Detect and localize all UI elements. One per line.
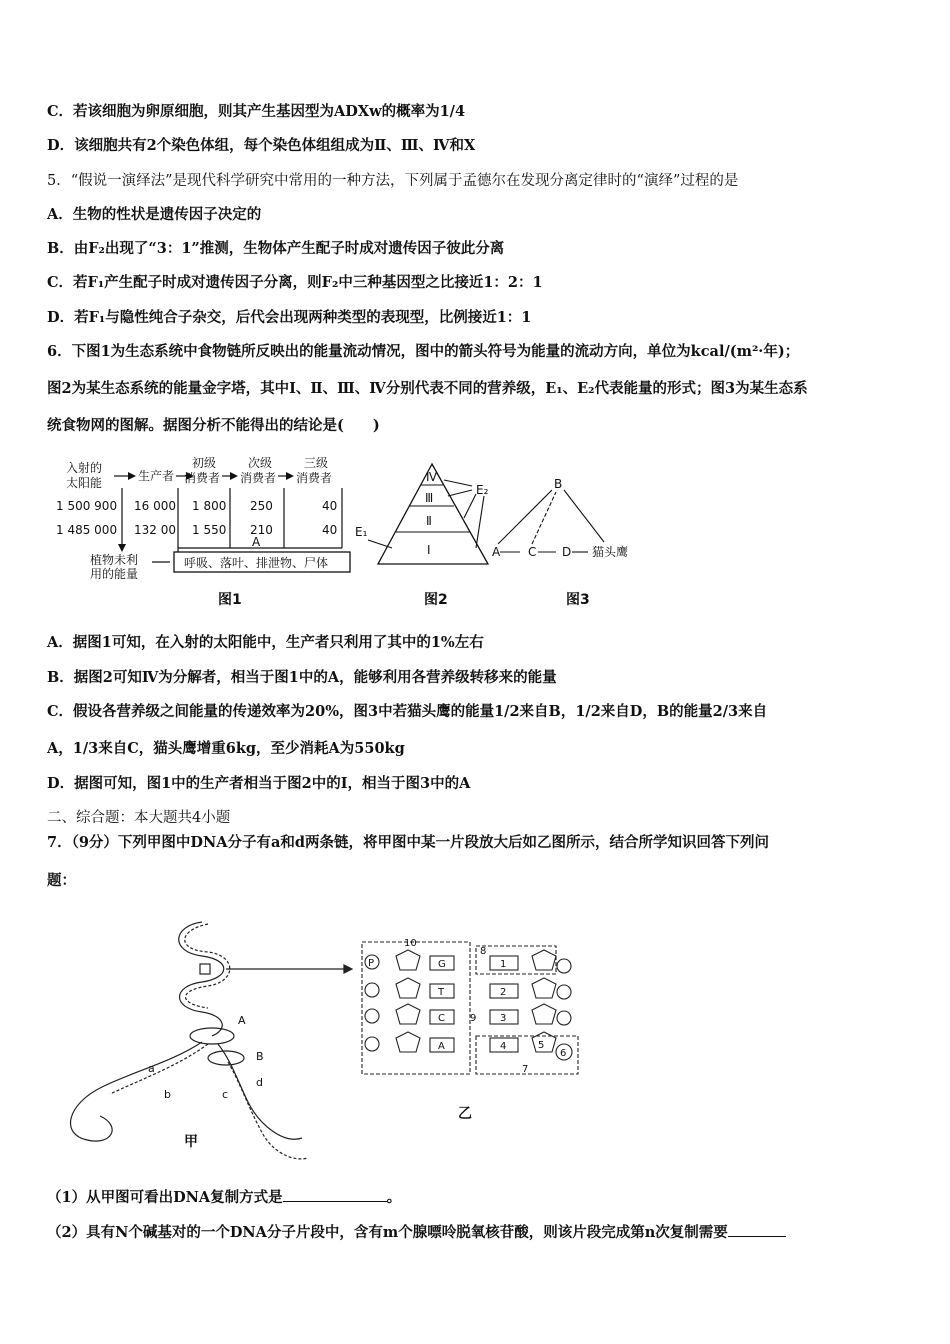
fig3-node-c: C (528, 545, 537, 559)
question-6-stem-3: 统食物网的图解。据图分析不能得出的结论是( ) (47, 417, 380, 434)
fig1-header-producer: 生产者 (138, 469, 175, 483)
fig3-node-b: B (554, 477, 563, 491)
yi-base-t: T (438, 987, 445, 998)
question-6-stem-2: 图2为某生态系统的能量金字塔，其中Ⅰ、Ⅱ、Ⅲ、Ⅳ分别代表不同的营养级，E₁、E₂代表能量的形式；图3为某生态系 (47, 380, 808, 397)
fig1-header-c2-2: 消费者 (240, 471, 277, 485)
yi-num-3: 3 (500, 1013, 507, 1024)
jia-caption: 甲 (184, 1134, 198, 1150)
fig3-caption: 图3 (566, 592, 590, 608)
fig1-r2-producer: 132 00 (134, 523, 176, 537)
option-6c-1: C．假设各营养级之间能量的传递效率为20%，图3中若猫头鹰的能量1/2来自B，1/2来自D，B的能量2/3来自 (47, 703, 768, 720)
fig3-node-owl: 猫头鹰 (592, 545, 629, 559)
yi-num-9: 9 (470, 1013, 477, 1024)
section-heading: 二、综合题：本大题共4小题 (47, 810, 231, 826)
fig1-box-label: 呼吸、落叶、排泄物、尸体 (184, 556, 329, 570)
fig2-e2: E₂ (476, 483, 489, 497)
fig3-node-d: D (562, 545, 572, 559)
figure-jia (71, 922, 352, 1159)
fig2-caption: 图2 (424, 592, 448, 608)
ecosystem-figures (52, 452, 652, 612)
question-7-part-1 (47, 1187, 401, 1208)
figure-yi (362, 942, 578, 1074)
fig2-level-3: Ⅲ (425, 491, 434, 505)
fig1-r2-c3: 40 (322, 523, 338, 537)
fig2-level-4: Ⅳ (426, 470, 438, 484)
fig2-level-1: Ⅰ (427, 543, 431, 557)
fig1-r1-producer: 16 000 (134, 499, 176, 513)
yi-caption: 乙 (458, 1106, 472, 1122)
yi-base-g: G (438, 959, 446, 970)
yi-num-1: 1 (500, 959, 507, 970)
q5-text: 5．“假说一演绎法”是现代科学研究中常用的一种方法，下列属于孟德尔在发现分离定律时的“演绎”过程的是 (47, 173, 739, 189)
jia-label-a: A (238, 1014, 246, 1027)
yi-num-4: 4 (500, 1041, 507, 1052)
figure-1 (56, 455, 350, 608)
fig1-r2-sun: 1 485 000 (56, 523, 118, 537)
fig1-header-c2-1: 次级 (248, 456, 273, 470)
yi-phosphate: P (368, 958, 375, 969)
fig1-caption: 图1 (218, 592, 242, 608)
fig1-header-c1-2: 消费者 (184, 471, 221, 485)
yi-base-c: C (438, 1013, 445, 1024)
question-6-stem-1: 6．下图1为生态系统中食物链所反映出的能量流动情况，图中的箭头符号为能量的流动方向，单位为kcal/(m²·年)； (47, 343, 800, 360)
fig3-node-a: A (492, 545, 501, 559)
option-5d: D．若F₁与隐性纯合子杂交，后代会出现两种类型的表现型，比例接近1：1 (47, 309, 532, 326)
option-6d: D．据图可知，图1中的生产者相当于图2中的Ⅰ，相当于图3中的A (47, 775, 471, 792)
yi-num-10: 10 (404, 938, 417, 949)
jia-label-small-b: b (164, 1088, 171, 1101)
q7-2-text: （2）具有N个碱基对的一个DNA分子片段中，含有m个腺嘌呤脱氧核苷酸，则该片段完成第n次复制需要 (47, 1224, 728, 1241)
question-7-part-2 (47, 1222, 786, 1243)
yi-base-a: A (438, 1041, 445, 1052)
answer-blank-1[interactable] (283, 1187, 387, 1202)
yi-num-2: 2 (500, 987, 507, 998)
fig1-r1-c2: 250 (250, 499, 273, 513)
yi-num-7: 7 (522, 1064, 529, 1075)
option-6c-2: A，1/3来自C，猫头鹰增重6kg，至少消耗A为550kg (47, 740, 405, 757)
answer-blank-2[interactable] (728, 1222, 786, 1237)
option-5a: A．生物的性状是遗传因子决定的 (47, 206, 262, 223)
question-7-stem-2: 题： (47, 872, 76, 889)
q7-1-text: （1）从甲图可看出DNA复制方式是 (47, 1189, 283, 1206)
option-4d: D．该细胞共有2个染色体组，每个染色体组组成为Ⅱ、Ⅲ、Ⅳ和X (47, 137, 476, 154)
fig1-header-c1-1: 初级 (192, 456, 217, 470)
fig1-r1-c1: 1 800 (192, 499, 227, 513)
jia-label-small-c: c (222, 1088, 229, 1101)
q7-1-end: 。 (386, 1189, 402, 1206)
question-7-stem-1: 7．（9分）下列甲图中DNA分子有a和d两条链，将甲图中某一片段放大后如乙图所示，结合所学知识回答下列问 (47, 834, 770, 851)
option-6a: A．据图1可知，在入射的太阳能中，生产者只利用了其中的1%左右 (47, 634, 484, 651)
yi-num-8: 8 (480, 946, 487, 957)
jia-label-b: B (256, 1050, 264, 1063)
fig1-unused-1: 植物未利 (90, 553, 139, 567)
fig1-r2-c2: 210 (250, 523, 273, 537)
option-5c: C．若F₁产生配子时成对遗传因子分离，则F₂中三种基因型之比接近1：2：1 (47, 274, 543, 291)
fig1-r1-c3: 40 (322, 499, 338, 513)
figure-2 (355, 464, 489, 608)
option-6b: B．据图2可知Ⅳ为分解者，相当于图1中的A，能够利用各营养级转移来的能量 (47, 669, 557, 686)
dna-figures (52, 912, 612, 1174)
fig2-level-2: Ⅱ (426, 514, 432, 528)
fig2-e1: E₁ (355, 525, 368, 539)
jia-label-small-a: a (148, 1062, 155, 1075)
question-5-stem (47, 171, 738, 191)
option-5b: B．由F₂出现了“3：1”推测，生物体产生配子时成对遗传因子彼此分离 (47, 240, 505, 257)
yi-num-5: 5 (538, 1040, 545, 1051)
fig1-r2-c1: 1 550 (192, 523, 227, 537)
fig1-unused-2: 用的能量 (90, 567, 139, 581)
fig1-header-c3-2: 消费者 (296, 471, 333, 485)
fig1-header-sun-2: 太阳能 (66, 476, 103, 490)
option-4c: C．若该细胞为卵原细胞，则其产生基因型为ADXw的概率为1/4 (47, 103, 466, 120)
jia-label-small-d: d (256, 1076, 263, 1089)
fig1-header-sun-1: 入射的 (66, 461, 103, 475)
yi-num-6: 6 (560, 1048, 567, 1059)
fig1-label-a: A (252, 535, 261, 549)
fig1-r1-sun: 1 500 900 (56, 499, 118, 513)
figure-3 (492, 477, 628, 608)
fig1-header-c3-1: 三级 (304, 456, 329, 470)
